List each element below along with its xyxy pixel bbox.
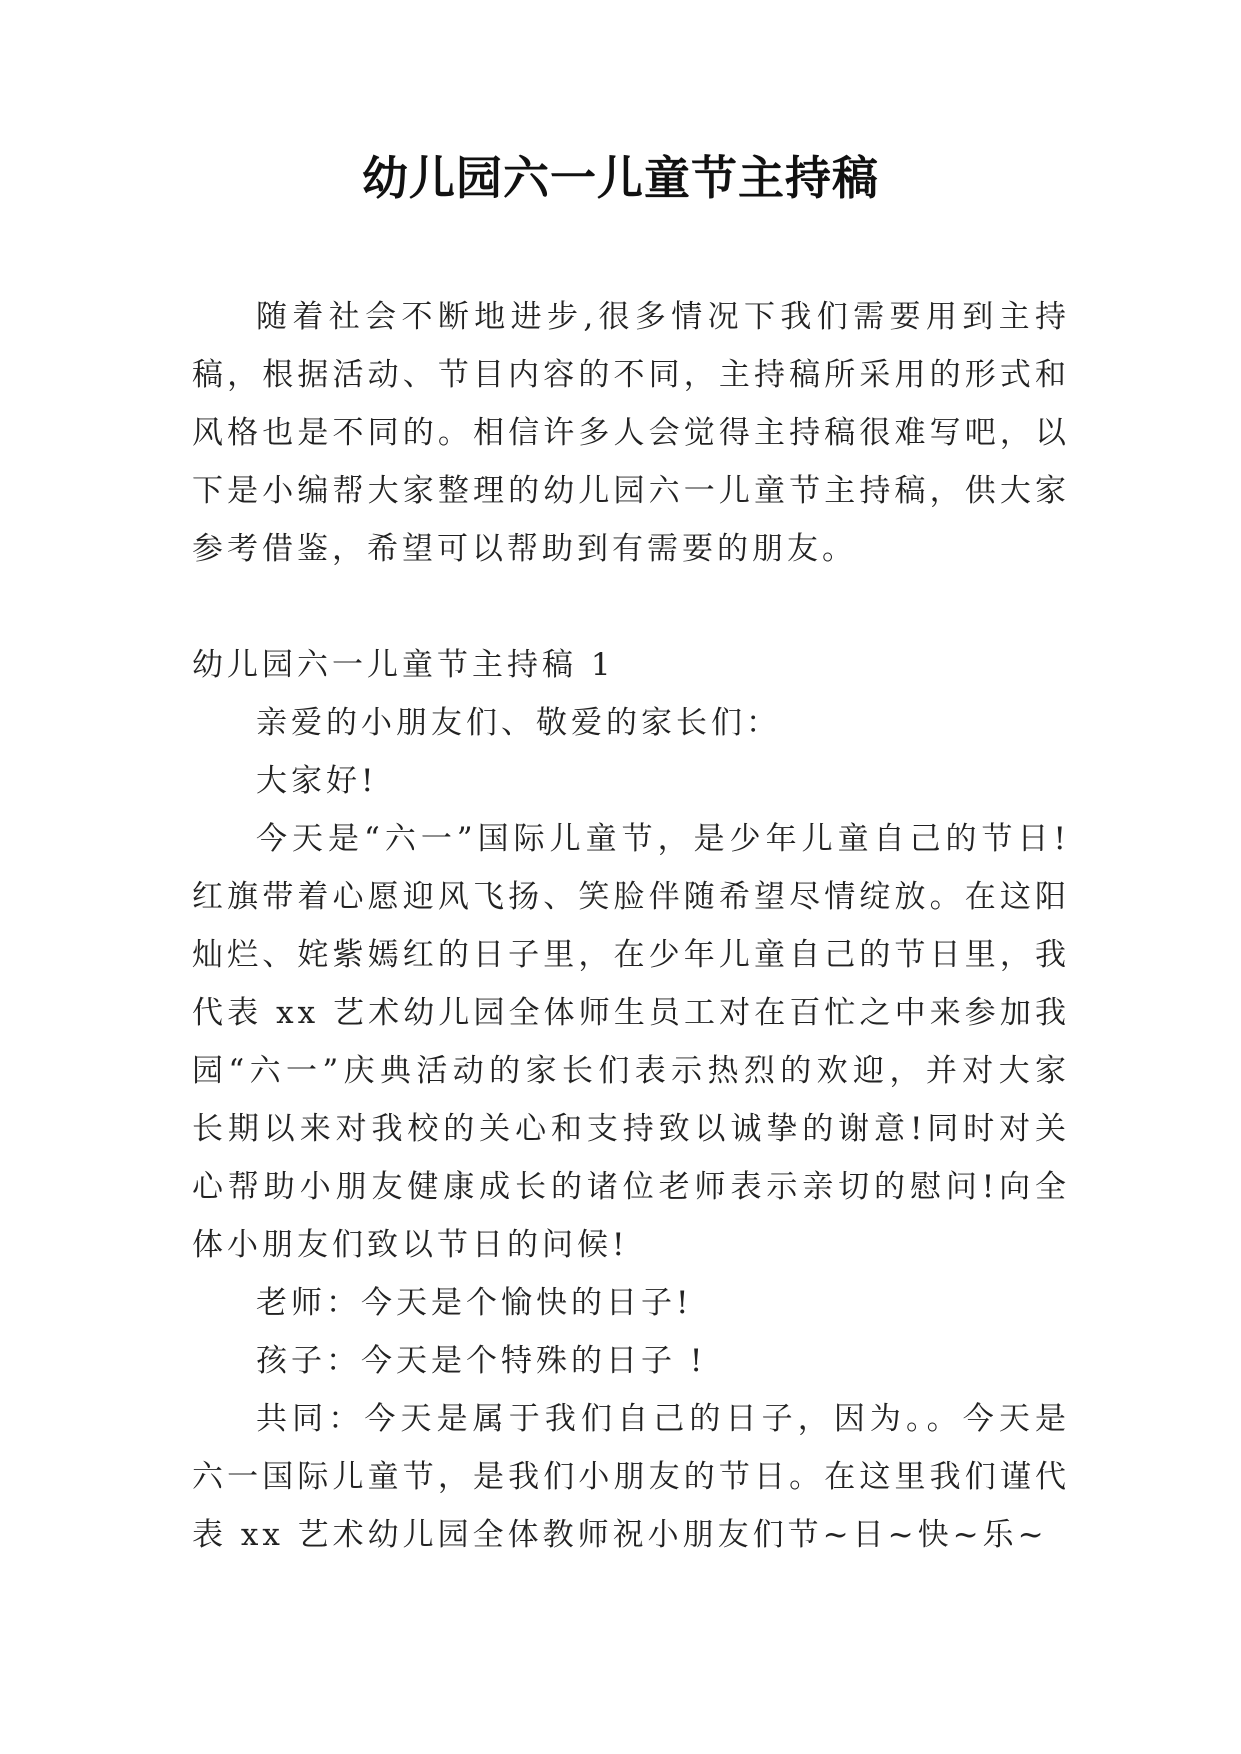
greeting-paragraph: 亲爱的小朋友们、敬爱的家长们： (256, 705, 781, 741)
document-title: 幼儿园六一儿童节主持稿 (362, 151, 879, 205)
section-heading: 幼儿园六一儿童节主持稿 1 (192, 647, 615, 683)
intro-paragraph: 随着社会不断地进步,很多情况下我们需要用到主持稿，根据活动、节目内容的不同，主持稿所采用的形式和风格也是不同的。相信许多人会觉得主持稿很难写吧，以下是小编帮大家整理的幼儿园六一儿童节主持稿，供大家参考借鉴，希望可以帮助到有需要的朋友。 (192, 299, 1070, 567)
opening-speech-paragraph: 今天是“六一”国际儿童节，是少年儿童自己的节日!红旗带着心愿迎风飞扬、笑脸伴随希望尽情绽放。在这阳灿烂、姹紫嫣红的日子里，在少年儿童自己的节日里，我代表 xx 艺术幼儿园全体师生员工对在百忙之中来参加我园“六一”庆典活动的家长们表示热烈的欢迎，并对大家长期以来对我校的关心和支持致以诚挚的谢意!同时对关心帮助小朋友健康成长的诸位老师表示亲切的慰问!向全体小朋友们致以节日的问候! (192, 821, 1070, 1263)
teacher-line: 老师：今天是个愉快的日子! (256, 1285, 693, 1321)
child-line: 孩子：今天是个特殊的日子 ! (256, 1343, 707, 1379)
host-script-section (192, 636, 1070, 1564)
hello-paragraph: 大家好! (256, 763, 378, 799)
together-line: 共同：今天是属于我们自己的日子，因为。。今天是六一国际儿童节，是我们小朋友的节日。在这里我们谨代表 xx 艺术幼儿园全体教师祝小朋友们节~日~快~乐~ (192, 1401, 1070, 1553)
